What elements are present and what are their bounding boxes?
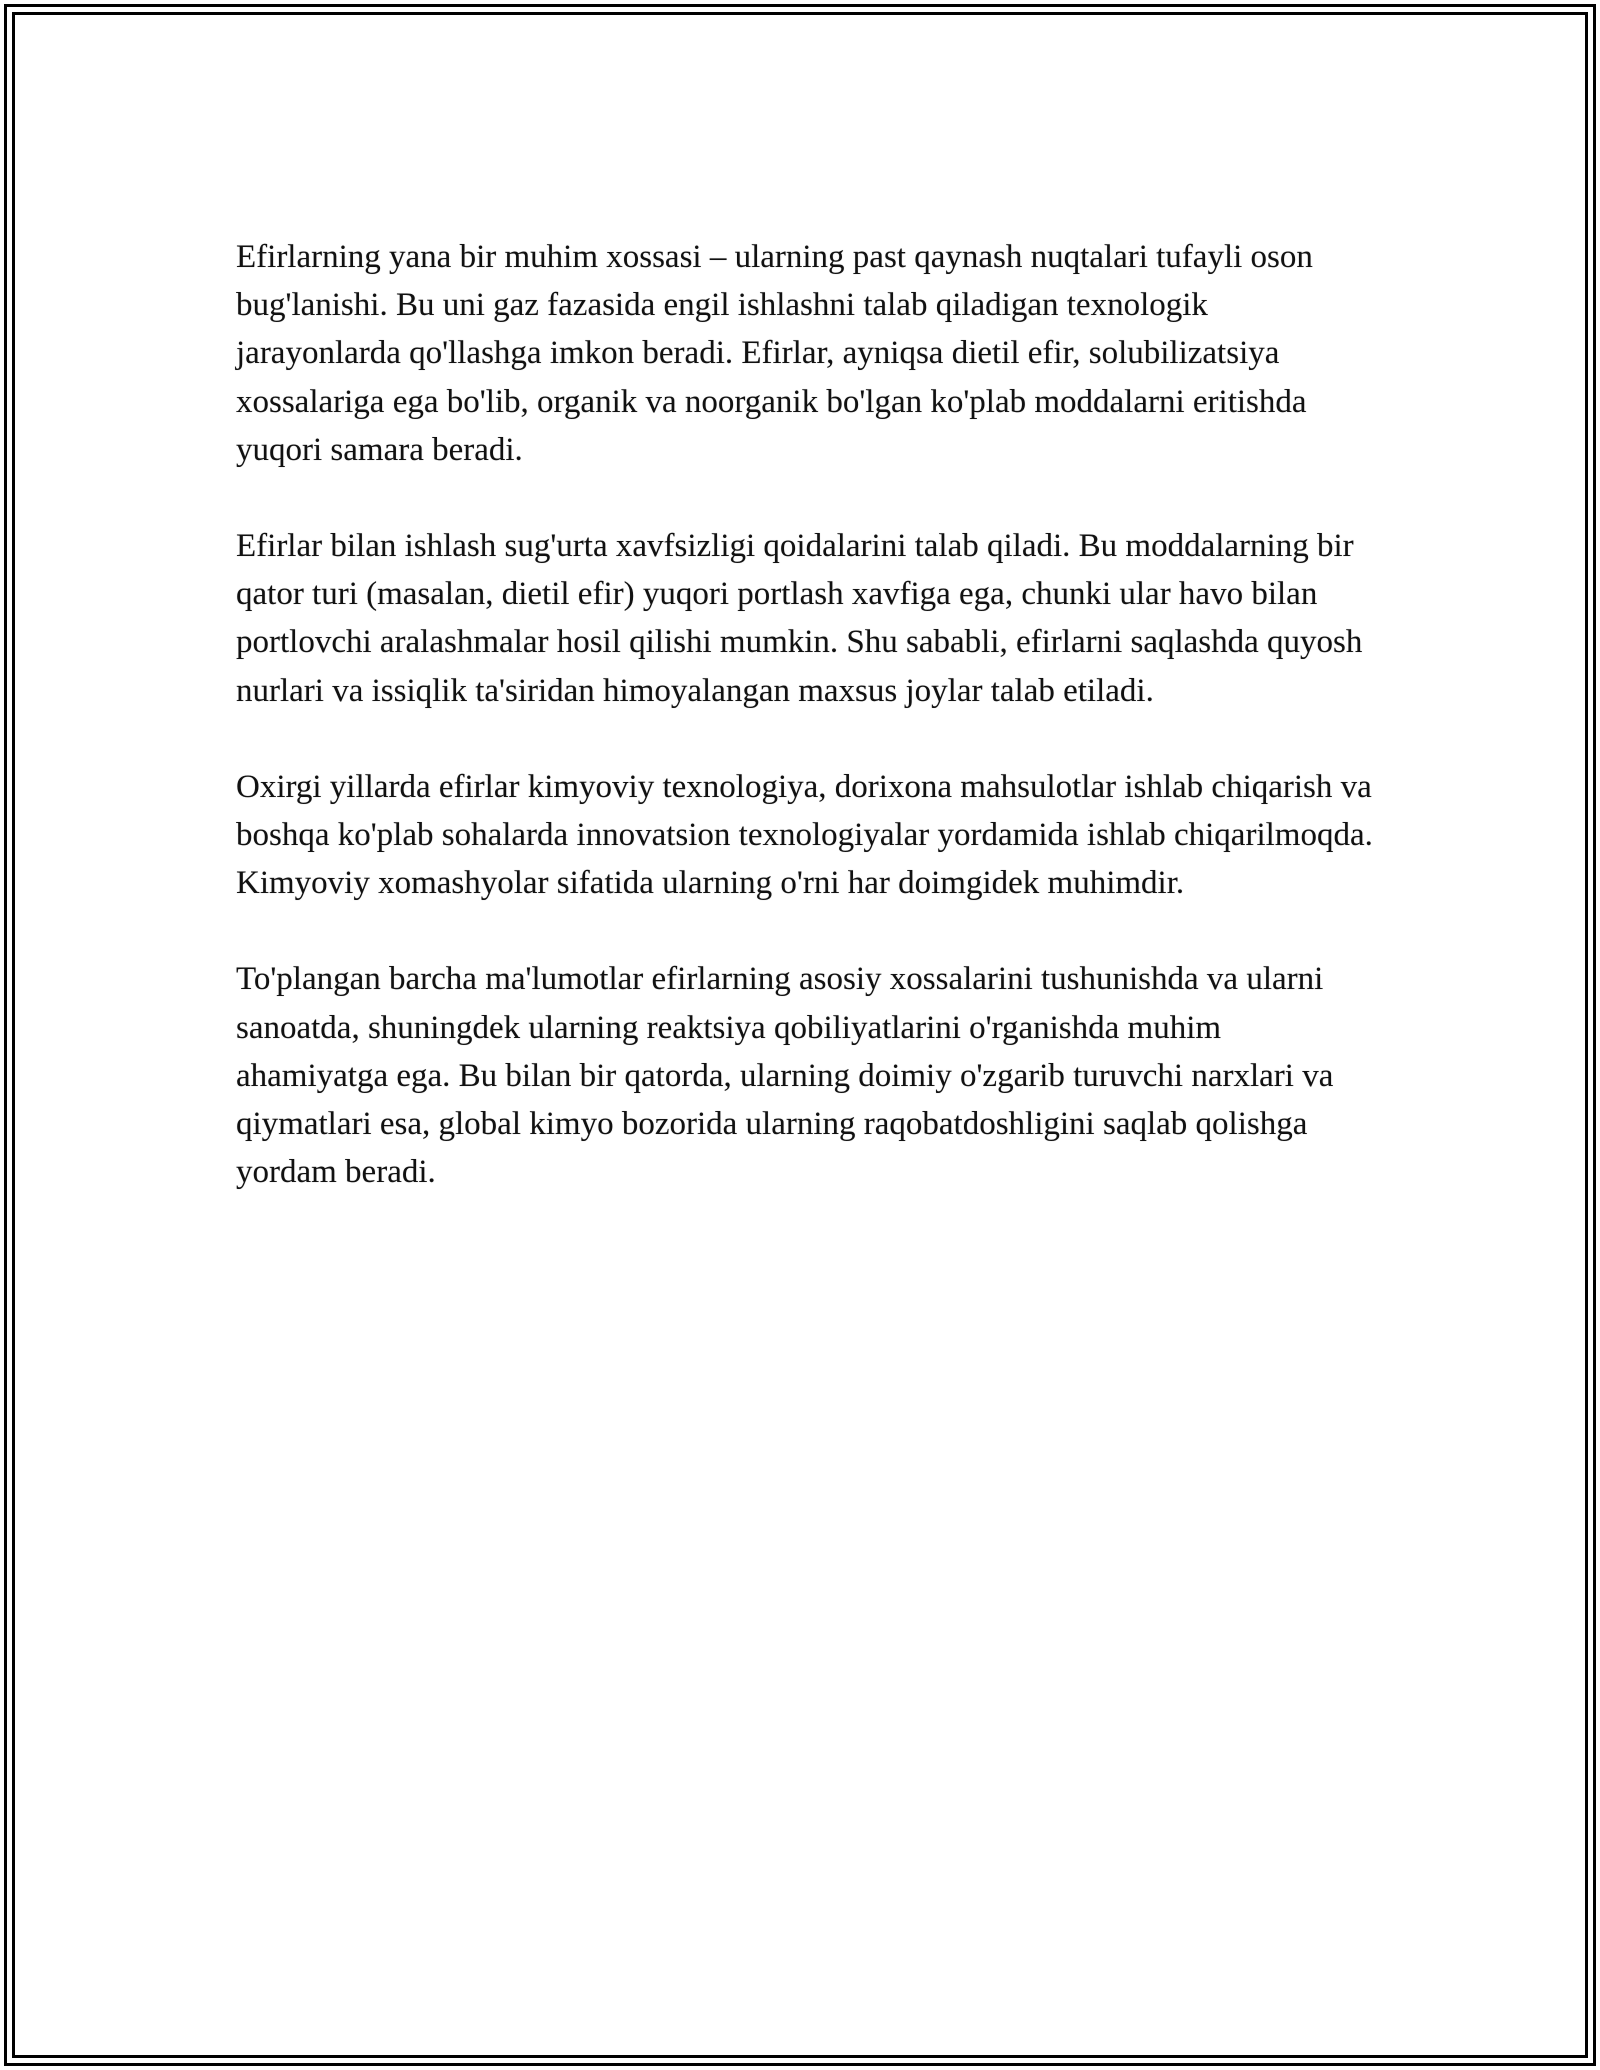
paragraph-1: Efirlarning yana bir muhim xossasi – ularning past qaynash nuqtalari tufayli oson bug'lanishi. Bu uni gaz fazasida engil ishlashni talab qiladigan texnologik jarayonlarda qo'llashga imkon beradi. Efirlar, ayniqsa dietil efir, solubilizatsiya xossalariga ega bo'lib, organik va noorganik bo'lgan ko'plab moddalarni eritishda yuqori samara beradi. [236, 239, 1313, 468]
paragraph-4: To'plangan barcha ma'lumotlar efirlarning asosiy xossalarini tushunishda va ularni sanoatda, shuningdek ularning reaktsiya qobiliyatlarini o'rganishda muhim ahamiyatga ega. Bu bilan bir qatorda, ularning doimiy o'zgarib turuvchi narxlari va qiymatlari esa, global kimyo bozorida ularning raqobatdoshligini saqlab qolishga yordam beradi. [236, 961, 1334, 1191]
paragraph-3: Oxirgi yillarda efirlar kimyoviy texnologiya, dorixona mahsulotlar ishlab chiqarish va boshqa ko'plab sohalarda innovatsion texnologiyalar yordamida ishlab chiqarilmoqda. Kimyoviy xomashyolar sifatida ularning o'rni har doimgidek muhimdir. [236, 768, 1373, 902]
paragraph-2: Efirlar bilan ishlash sug'urta xavfsizligi qoidalarini talab qiladi. Bu moddalarning bir qator turi (masalan, dietil efir) yuqori portlash xavfiga ega, chunki ular havo bilan portlovchi aralashmalar hosil qilishi mumkin. Shu sababli, efirlarni saqlashda quyosh nurlari va issiqlik ta'siridan himoyalangan maxsus joylar talab etiladi. [236, 528, 1363, 709]
document-body [236, 233, 1376, 1244]
